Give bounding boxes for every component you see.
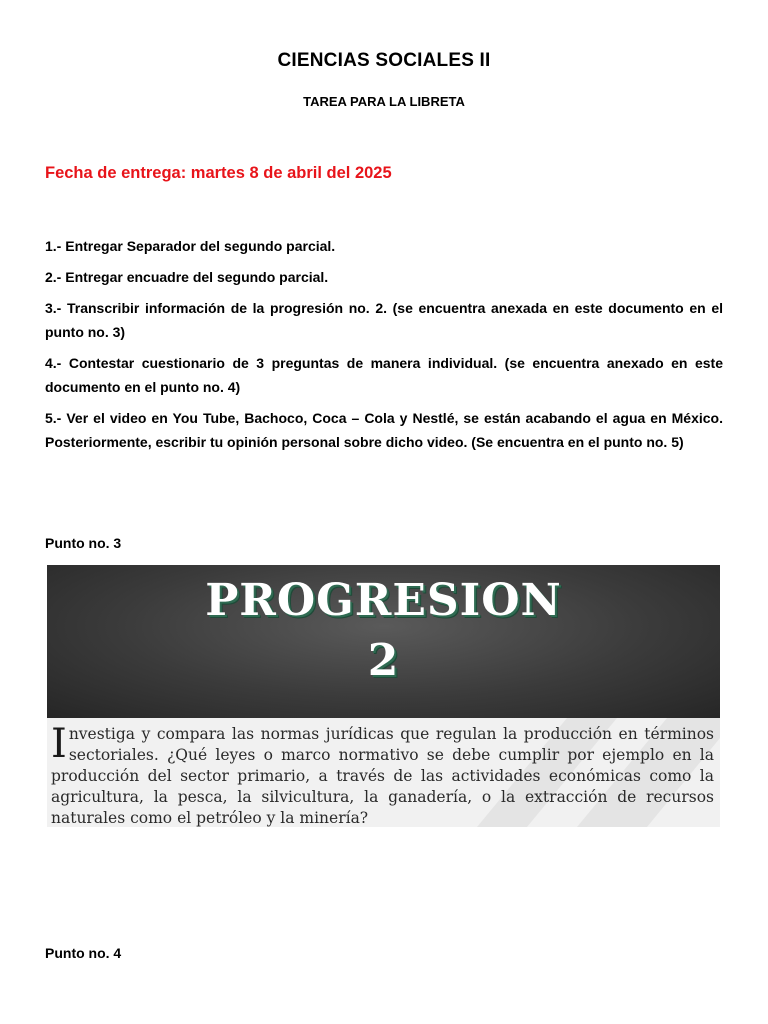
progression-description [51, 721, 714, 827]
document-subtitle: TAREA PARA LA LIBRETA [303, 94, 465, 109]
task-item-4: 4.- Contestar cuestionario de 3 preguntas de manera individual. (se encuentra anexado en este documento en el punto no. 4) [45, 355, 723, 395]
banner-title [47, 571, 720, 691]
due-date: Fecha de entrega: martes 8 de abril del 2025 [45, 164, 392, 182]
banner-title-line-2: 2 [367, 635, 400, 686]
banner-header [47, 565, 720, 718]
task-item-1: 1.- Entregar Separador del segundo parcial. [45, 238, 336, 254]
drop-cap-letter: I [51, 721, 67, 767]
progression-banner [47, 565, 720, 827]
task-list [45, 234, 723, 461]
task-item-3: 3.- Transcribir información de la progresión no. 2. (se encuentra anexada en este documento en el punto no. 3) [45, 300, 723, 340]
progression-text: nvestiga y compara las normas jurídicas que regulan la producción en términos sectoriales. ¿Qué leyes o marco normativo se debe cumplir por ejemplo en la producción del sector primario, a través de las actividades económicas como la agricultura, la pesca, la silvicultura, la ganadería, o la extracción de recursos naturales como el petróleo y la minería? [51, 725, 714, 827]
task-item-5: 5.- Ver el video en You Tube, Bachoco, Coca – Cola y Nestlé, se están acabando el agua en México. Posteriormente, escribir tu opinión personal sobre dicho video. (Se encuentra en el punto no. 5) [45, 410, 723, 450]
banner-title-line-1: PROGRESION [205, 575, 562, 626]
document-title: CIENCIAS SOCIALES II [277, 50, 491, 71]
section-label-punto-3: Punto no. 3 [45, 535, 122, 551]
section-label-punto-4: Punto no. 4 [45, 945, 122, 961]
task-item-2: 2.- Entregar encuadre del segundo parcial. [45, 269, 329, 285]
